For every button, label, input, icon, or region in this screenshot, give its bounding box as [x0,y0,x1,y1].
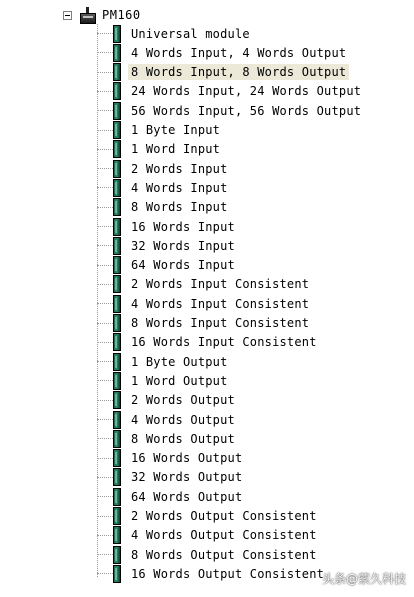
module-list-item[interactable] [97,236,238,255]
module-list-item[interactable] [97,82,364,101]
tree-branch-line [97,187,113,188]
tree-branch-line [97,496,113,497]
module-list-item-label: 56 Words Input, 56 Words Output [131,103,362,118]
module-slot-icon [113,546,121,564]
module-list-item[interactable] [97,43,349,62]
module-list-item-label: 1 Byte Output [131,354,228,369]
tree-branch-line [97,400,113,401]
tree-branch-line [97,168,113,169]
watermark: 头条@萦久科技 [321,572,406,586]
module-list-item[interactable] [97,545,320,564]
module-list-item[interactable] [97,468,245,487]
module-slot-icon [113,507,121,525]
module-list-item-label: Universal module [131,26,250,41]
module-slot-icon [113,314,121,332]
module-slot-icon [113,44,121,62]
tree-branch-line [97,72,113,73]
tree-branch-line [97,342,113,343]
tree-branch-line [97,361,113,362]
module-list-item[interactable] [97,275,312,294]
module-slot-icon [113,160,121,178]
tree-branch-line [97,554,113,555]
pm-device-icon [80,7,96,24]
module-slot-icon [113,25,121,43]
tree-branch-line [97,303,113,304]
module-slot-icon [113,102,121,120]
module-list-item-label: 16 Words Output Consistent [131,566,325,581]
module-slot-icon [113,333,121,351]
module-list-item[interactable] [97,140,223,159]
module-slot-icon [113,353,121,371]
module-list-item[interactable] [97,159,231,178]
tree-branch-line [97,323,113,324]
tree-branch-line [97,52,113,53]
module-slot-icon [113,140,121,158]
module-slot-icon [113,63,121,81]
module-list-item[interactable] [97,333,320,352]
module-list-item-label: 16 Words Input [131,219,235,234]
tree-branch-line [97,516,113,517]
module-list-item-label: 1 Byte Input [131,123,221,137]
tree-branch-line [97,380,113,381]
module-list-item-label: 64 Words Output [131,489,243,504]
module-list-item[interactable] [97,63,349,82]
tree-branch-line [97,573,113,574]
module-list-item-label: 4 Words Input, 4 Words Output [131,45,347,60]
module-slot-icon [113,121,121,139]
module-slot-icon [113,179,121,197]
module-slot-icon [113,526,121,544]
tree-branch-line [97,33,113,34]
module-list-item-label: 4 Words Output Consistent [131,528,317,543]
tree-branch-line [97,149,113,150]
collapse-minus-icon[interactable] [63,11,72,20]
module-list-item-label: 2 Words Input [131,161,228,176]
tree-root-pm160[interactable] [63,6,141,24]
tree-branch-line [97,535,113,536]
module-slot-icon [113,372,121,390]
module-list-item-label: 8 Words Input Consistent [131,316,310,330]
module-slot-icon [113,82,121,100]
module-list-item[interactable] [97,429,238,448]
module-slot-icon [113,411,121,429]
module-slot-icon [113,275,121,293]
module-list-item-label: 16 Words Output [131,451,243,466]
module-list-item-label: 2 Words Output [131,393,235,408]
module-list-item-label: 1 Word Output [131,373,228,388]
module-slot-icon [113,488,121,506]
module-slot-icon [113,295,121,313]
tree-branch-line [97,265,113,266]
tree-branch-line [97,477,113,478]
module-slot-icon [113,430,121,448]
module-list-item[interactable] [97,371,231,390]
module-list-item[interactable] [97,198,231,217]
tree-branch-line [97,419,113,420]
module-list-item[interactable] [97,294,312,313]
module-list-item[interactable] [97,178,231,197]
module-list-item-label: 8 Words Output Consistent [131,547,317,562]
module-list-item[interactable] [97,487,245,506]
tree-branch-line [97,438,113,439]
tree-branch-line [97,284,113,285]
module-list-item-label: 32 Words Input [131,238,235,253]
module-slot-icon [113,391,121,409]
module-slot-icon [113,198,121,216]
module-list-item-label: 16 Words Input Consistent [131,335,317,350]
tree-branch-line [97,110,113,111]
tree-branch-line [97,226,113,227]
module-list-item-label: 64 Words Input [131,258,235,273]
module-slot-icon [113,256,121,274]
module-list-item-label: 1 Word Input [131,142,221,157]
module-list-item-label: 4 Words Input [131,180,228,195]
module-list-item-label: 2 Words Output Consistent [131,509,317,523]
module-list-item-label: 32 Words Output [131,470,243,485]
module-slot-icon [113,449,121,467]
module-list-item-label: 8 Words Output [131,431,235,446]
module-list-item[interactable] [97,314,312,333]
module-list-item-label: 2 Words Input Consistent [131,277,310,292]
tree-branch-line [97,130,113,131]
module-slot-icon [113,237,121,255]
module-list-item-label: 4 Words Output [131,412,235,427]
module-list-item[interactable] [97,410,238,429]
module-slot-icon [113,565,121,583]
tree-branch-line [97,207,113,208]
tree-branch-line [97,91,113,92]
tree-branch-line [97,245,113,246]
module-list-item[interactable] [97,391,238,410]
tree-branch-line [97,458,113,459]
tree-root-label: PM160 [102,8,141,22]
module-list-item[interactable] [97,352,231,371]
module-list-item[interactable] [97,24,253,43]
module-slot-icon [113,468,121,486]
module-slot-icon [113,218,121,236]
module-list-item-label: 4 Words Input Consistent [131,296,310,311]
module-list-item[interactable] [97,564,327,583]
module-list-item[interactable] [97,101,364,120]
module-list-item-label: 24 Words Input, 24 Words Output [131,84,362,99]
module-list-item[interactable] [97,256,238,275]
module-list-item[interactable] [97,507,320,526]
module-list-item[interactable] [97,449,245,468]
module-list-item-label: 8 Words Input [131,200,228,215]
module-list-item-label: 8 Words Input, 8 Words Output [128,64,349,80]
module-list-item[interactable] [97,121,223,140]
module-list-item[interactable] [97,526,320,545]
module-list-item[interactable] [97,217,238,236]
